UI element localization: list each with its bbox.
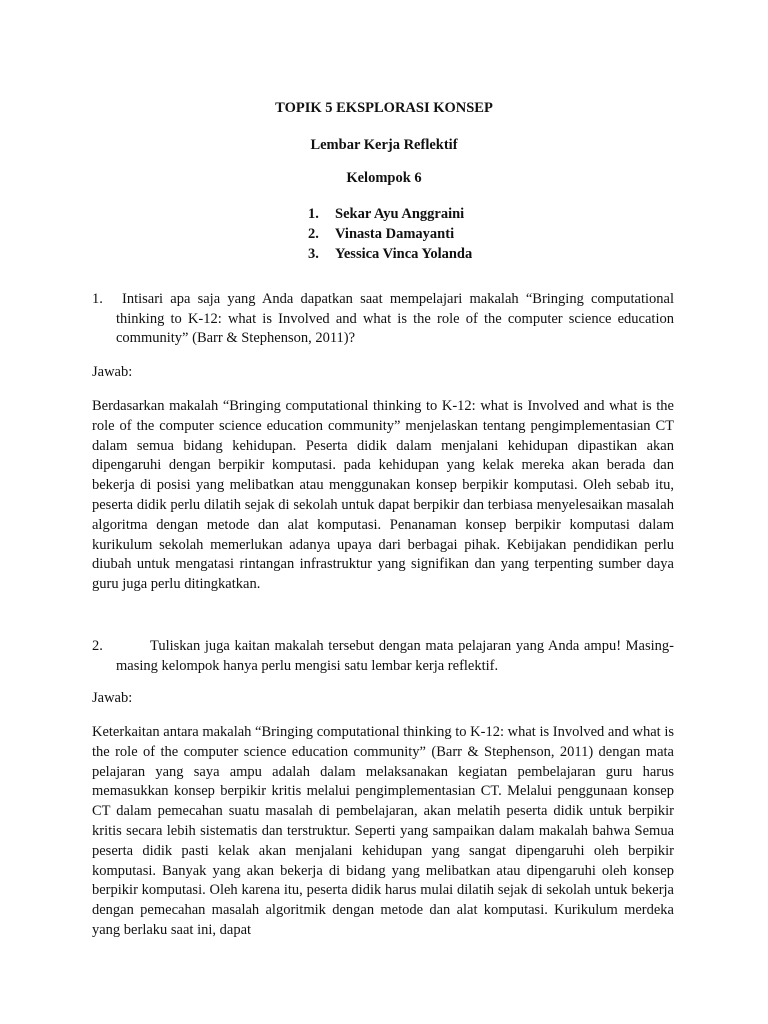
member-name: Vinasta Damayanti bbox=[335, 226, 455, 242]
member-list bbox=[308, 204, 472, 264]
group-name: Kelompok 6 bbox=[346, 170, 422, 186]
member-item: 3. Yessica Vinca Yolanda bbox=[308, 246, 473, 262]
question-1 bbox=[92, 290, 674, 349]
question-text: Intisari apa saja yang Anda dapatkan saat mempelajari makalah “Bringing computational thinking to K-12: what is Involved and what is the role of the computer science education community” (Barr & Stephenson, 2011)? bbox=[116, 291, 674, 347]
member-name: Sekar Ayu Anggraini bbox=[335, 206, 465, 222]
answer-label: Jawab: bbox=[92, 690, 133, 706]
question-2 bbox=[92, 637, 674, 676]
answer-label: Jawab: bbox=[92, 364, 133, 380]
answer-paragraph: Keterkaitan antara makalah “Bringing computational thinking to K-12: what is Involved and what is the role of the computer science education community” (Barr & Stephenson, 2011) dengan mata pelajaran yang saya ampu adalah dalam melaksanakan kegiatan pembelajaran guru harus memasukkan konsep berpikir kritis melalui pengimplementasian CT. Melalui penggunaan konsep CT dalam pemecahan suatu masalah di pembelajaran, akan melatih peserta didik untuk berpikir kritis secara lebih sistematis dan terstruktur. Seperti yang sampaikan dalam makalah bahwa Semua peserta didik pasti kelak akan menjalani kehidupan yang sangat dipengaruhi oleh berpikir komputasi. Banyak yang akan bekerja di bidang yang melibatkan atau dipengaruhi oleh konsep berpikir komputasi. Oleh karena itu, peserta didik harus mulai dilatih sejak di sekolah untuk bekerja dengan pemecahan masalah algoritmik dengan metode dan alat komputasi. Kurikulum merdeka yang berlaku saat ini, dapat bbox=[92, 724, 674, 938]
member-item: 2. Vinasta Damayanti bbox=[308, 226, 455, 242]
question-number: 1. bbox=[92, 291, 103, 307]
question-text: Tuliskan juga kaitan makalah tersebut dengan mata pelajaran yang Anda ampu! Masing-masing kelompok hanya perlu mengisi satu lembar kerja reflektif. bbox=[116, 638, 674, 674]
member-name: Yessica Vinca Yolanda bbox=[335, 246, 473, 262]
answer-paragraph: Berdasarkan makalah “Bringing computational thinking to K-12: what is Involved and what is the role of the computer science education community” menjelaskan tentang pengimplementasian CT dalam semua bidang kehidupan. Peserta didik dalam menjalani kehidupan dipastikan akan dipengaruhi dengan berpikir komputasi. pada kehidupan yang kelak mereka akan berada dan bekerja di posisi yang melibatkan atau menggunakan konsep berpikir komputasi. Oleh sebab itu, peserta didik perlu dilatih sejak di sekolah untuk dapat berpikir dan terbiasa menyelesaikan masalah algoritma dengan metode dan alat komputasi. Penanaman konsep berpikir komputasi dalam kurikulum sekolah memerlukan adanya upaya dari berbagai pihak. Kebijakan pendidikan perlu diubah untuk mengatasi rintangan infrastruktur yang signifikan dan yang terpenting sumber daya guru juga perlu ditingkatkan. bbox=[92, 398, 674, 593]
question-number: 2. bbox=[92, 638, 103, 654]
document-subtitle: Lembar Kerja Reflektif bbox=[310, 137, 458, 153]
member-item: 1. Sekar Ayu Anggraini bbox=[308, 206, 465, 222]
document-title: TOPIK 5 EKSPLORASI KONSEP bbox=[275, 100, 493, 116]
